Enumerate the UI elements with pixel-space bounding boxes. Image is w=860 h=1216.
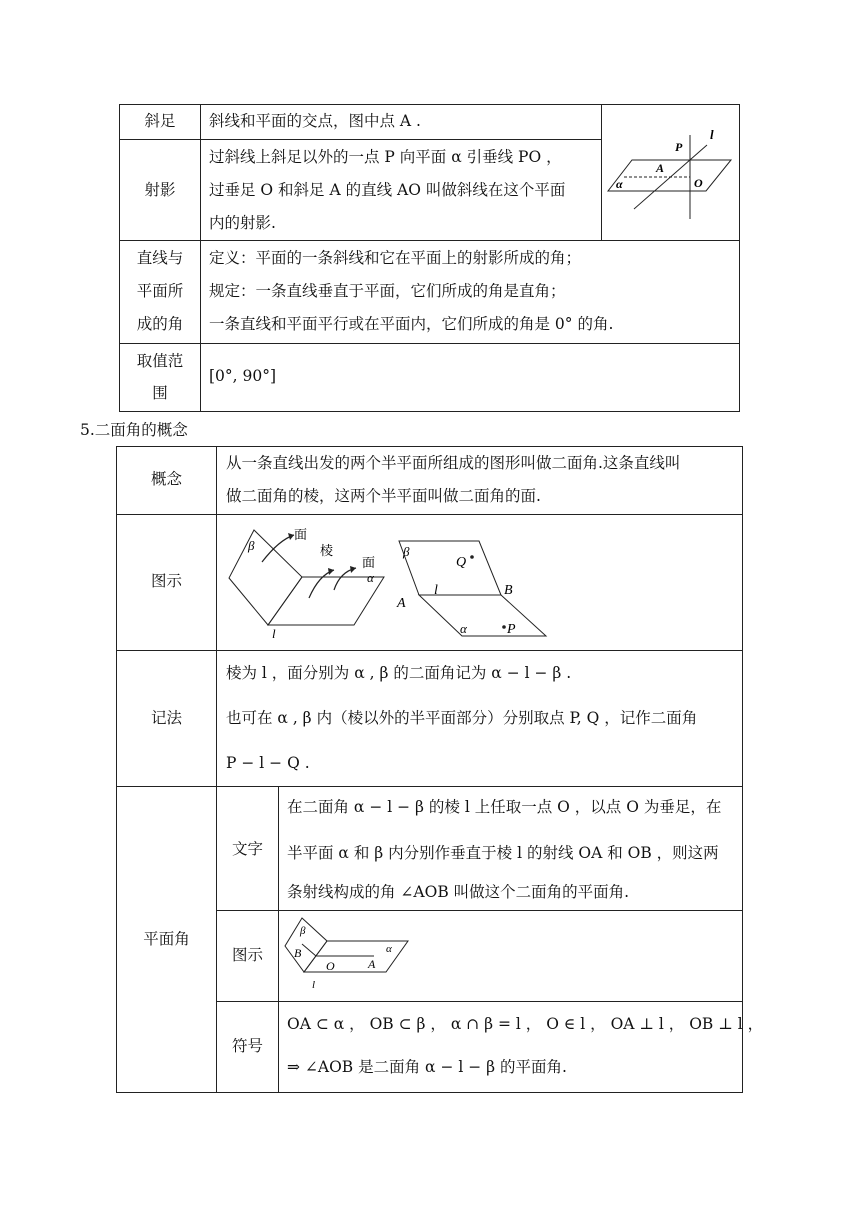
fig4-label-l: l (312, 979, 316, 991)
fig2-label-beta: β (248, 538, 255, 553)
line-plane-figure (602, 105, 739, 240)
row-text-range: [0°, 90°] (209, 367, 277, 385)
plane-angle-text-1: 在二面角 α − l − β 的棱 l 上任取一点 O ，以点 O 为垂足，在 (287, 798, 722, 816)
row-text-slant-foot: 斜线和平面的交点，图中点 A . (209, 112, 421, 130)
plane-angle-text-2: 半平面 α 和 β 内分别作垂直于棱 l 的射线 OA 和 OB ，则这两 (287, 844, 719, 862)
row-label-line-plane-angle-3: 成的角 (136, 315, 184, 333)
notation-label: 记法 (150, 709, 182, 727)
row-text-projection-2: 过垂足 O 和斜足 A 的直线 AO 叫做斜线在这个平面 (209, 181, 566, 199)
row-label-line-plane-angle-2: 平面所 (136, 282, 184, 300)
concept-label: 概念 (150, 470, 182, 488)
fig3-label-A: A (397, 596, 406, 611)
row-text-rule: 规定：一条直线垂直于平面，它们所成的角是直角； (209, 282, 566, 300)
row-text-parallel: 一条直线和平面平行或在平面内，它们所成的角是 0° 的角. (209, 315, 614, 333)
concept-text-2: 做二面角的棱，这两个半平面叫做二面角的面. (226, 487, 541, 505)
row-text-definition: 定义：平面的一条斜线和它在平面上的射影所成的角； (209, 249, 582, 267)
fig4-label-beta: β (300, 925, 306, 937)
notation-text-3: P − l − Q . (226, 754, 310, 772)
fig3-label-B: B (504, 583, 513, 598)
plane-angle-symbol-1: OA ⊂ α ， OB ⊂ β ， α ∩ β = l ， O ∈ l ， OA ⊥ l ， OB ⊥ l ， (287, 1015, 764, 1033)
row-label-line-plane-angle-1: 直线与 (136, 249, 184, 267)
fig3-label-l: l (434, 583, 438, 598)
row-text-projection-1: 过斜线上斜足以外的一点 P 向平面 α 引垂线 PO ， (209, 148, 562, 166)
row-label-slant-foot: 斜足 (144, 112, 176, 130)
fig1-label-O: O (694, 176, 703, 190)
fig4-label-B: B (294, 946, 302, 960)
concept-text-1: 从一条直线出发的两个半平面所组成的图形叫做二面角.这条直线叫 (226, 454, 681, 472)
fig3-label-P: P (507, 622, 516, 637)
fig2-label-face-right: 面 (362, 555, 376, 570)
fig3-label-Q: Q (456, 555, 467, 570)
fig4-label-O: O (326, 959, 335, 973)
row-label-projection: 射影 (144, 181, 176, 199)
fig4-label-alpha: α (386, 943, 392, 955)
plane-angle-figure-label: 图示 (231, 946, 263, 964)
row-label-range-1: 取值范 (136, 352, 184, 370)
fig4-label-A: A (368, 957, 376, 971)
row-text-projection-3: 内的射影. (209, 214, 276, 232)
plane-angle-text-label: 文字 (231, 840, 263, 858)
plane-angle-figure (282, 914, 414, 992)
row-label-range-2: 围 (152, 384, 168, 402)
notation-text-1: 棱为 l ，面分别为 α , β 的二面角记为 α − l − β . (226, 664, 572, 682)
figure-label: 图示 (150, 572, 182, 590)
notation-text-2: 也可在 α , β 内（棱以外的半平面部分）分别取点 P, Q ，记作二面角 (226, 709, 698, 727)
plane-angle-label: 平面角 (143, 930, 190, 948)
fig1-label-A: A (656, 161, 665, 175)
fig2-label-face-top: 面 (294, 527, 308, 542)
plane-angle-text-3: 条射线构成的角 ∠AOB 叫做这个二面角的平面角. (287, 883, 630, 901)
fig1-label-l: l (710, 127, 714, 142)
fig3-label-beta: β (403, 544, 410, 559)
plane-angle-symbol-2: ⇒ ∠AOB 是二面角 α − l − β 的平面角. (287, 1058, 567, 1076)
fig1-label-P: P (675, 140, 683, 154)
fig3-label-alpha: α (460, 621, 467, 636)
fig2-label-alpha: α (367, 570, 374, 585)
fig1-label-alpha: α (616, 177, 623, 191)
plane-angle-symbol-label: 符号 (231, 1037, 263, 1055)
dihedral-angle-figure-right (394, 536, 549, 641)
fig2-label-edge: 棱 (320, 543, 334, 558)
section-heading: 5.二面角的概念 (80, 421, 188, 439)
dihedral-angle-figure-left (224, 520, 394, 645)
fig2-label-l: l (272, 626, 276, 641)
